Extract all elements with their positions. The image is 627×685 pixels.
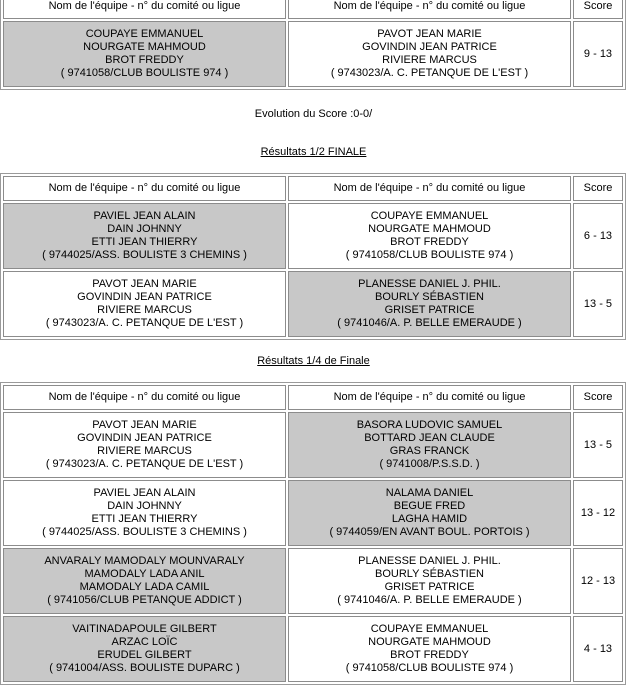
player-name: ARZAC LOÏC [111, 636, 178, 648]
player-name: RIVIERE MARCUS [97, 304, 192, 316]
header-row [3, 176, 623, 201]
header-row [3, 0, 623, 19]
player-name: NOURGATE MAHMOUD [83, 41, 206, 53]
player-name: PAVIEL JEAN ALAIN [93, 487, 196, 499]
team2-cell [288, 548, 571, 614]
player-name: GRAS FRANCK [389, 445, 470, 457]
team1-cell [3, 480, 286, 546]
quarter-final-title: Résultats 1/4 de Finale [257, 355, 370, 367]
player-name: PAVOT JEAN MARIE [92, 419, 197, 431]
match-row [3, 548, 623, 614]
score-cell: 6 - 13 [573, 203, 623, 269]
team1-cell [3, 271, 286, 337]
player-name: MAMODALY LADA ANIL [84, 568, 205, 580]
score-cell: 4 - 13 [573, 616, 623, 682]
player-name: NOURGATE MAHMOUD [368, 636, 491, 648]
club-label: ( 9744059/EN AVANT BOUL. PORTOIS ) [329, 526, 530, 538]
club-label: ( 9741008/P.S.S.D. ) [379, 458, 480, 470]
player-name: NOURGATE MAHMOUD [368, 223, 491, 235]
club-label: ( 9743023/A. C. PETANQUE DE L'EST ) [330, 67, 529, 79]
club-label: ( 9741058/CLUB BOULISTE 974 ) [60, 67, 229, 79]
club-label: ( 9743023/A. C. PETANQUE DE L'EST ) [45, 317, 244, 329]
team2-cell [288, 616, 571, 682]
player-name: PAVOT JEAN MARIE [92, 278, 197, 290]
score-cell: 13 - 5 [573, 271, 623, 337]
player-name: BROT FREDDY [390, 236, 469, 248]
player-name: BASORA LUDOVIC SAMUEL [356, 419, 503, 431]
team1-cell [3, 21, 286, 87]
club-label: ( 9741046/A. P. BELLE EMERAUDE ) [337, 594, 522, 606]
player-name: GRISET PATRICE [384, 581, 475, 593]
team1-column-header: Nom de l'équipe - n° du comité ou ligue [3, 0, 286, 19]
header-row [3, 385, 623, 410]
team1-column-header: Nom de l'équipe - n° du comité ou ligue [3, 176, 286, 201]
club-label: ( 9741056/CLUB PETANQUE ADDICT ) [47, 594, 242, 606]
team2-cell [288, 203, 571, 269]
club-label: ( 9743023/A. C. PETANQUE DE L'EST ) [45, 458, 244, 470]
score-cell: 13 - 12 [573, 480, 623, 546]
score-cell: 12 - 13 [573, 548, 623, 614]
match-row [3, 412, 623, 478]
semi-final-title: Résultats 1/2 FINALE [260, 146, 367, 158]
team1-cell [3, 203, 286, 269]
team2-cell [288, 271, 571, 337]
player-name: BROT FREDDY [390, 649, 469, 661]
score-column-header: Score [573, 385, 623, 410]
team1-column-header: Nom de l'équipe - n° du comité ou ligue [3, 385, 286, 410]
score-cell: 9 - 13 [573, 21, 623, 87]
player-name: DAIN JOHNNY [107, 500, 182, 512]
player-name: GOVINDIN JEAN PATRICE [362, 41, 497, 53]
final-results-table [0, 0, 626, 90]
player-name: PLANESSE DANIEL J. PHIL. [358, 278, 501, 290]
player-name: COUPAYE EMMANUEL [370, 623, 489, 635]
player-name: ETTI JEAN THIERRY [91, 513, 198, 525]
team2-column-header: Nom de l'équipe - n° du comité ou ligue [288, 385, 571, 410]
team2-cell [288, 21, 571, 87]
player-name: LAGHA HAMID [391, 513, 468, 525]
player-name: NALAMA DANIEL [385, 487, 474, 499]
player-name: VAITINADAPOULE GILBERT [72, 623, 217, 635]
player-name: BOURLY SÉBASTIEN [374, 568, 485, 580]
player-name: RIVIERE MARCUS [382, 54, 477, 66]
quarter-final-table [0, 382, 626, 685]
player-name: DAIN JOHNNY [107, 223, 182, 235]
player-name: COUPAYE EMMANUEL [85, 28, 204, 40]
score-evolution: Evolution du Score :0-0/ [254, 108, 373, 120]
player-name: BEGUE FRED [393, 500, 466, 512]
match-row [3, 480, 623, 546]
player-name: PAVOT JEAN MARIE [377, 28, 482, 40]
club-label: ( 9741004/ASS. BOULISTE DUPARC ) [49, 662, 240, 674]
team2-cell [288, 480, 571, 546]
team1-cell [3, 616, 286, 682]
player-name: PLANESSE DANIEL J. PHIL. [358, 555, 501, 567]
team1-cell [3, 412, 286, 478]
player-name: GOVINDIN JEAN PATRICE [77, 291, 212, 303]
semi-final-table [0, 173, 626, 340]
player-name: ANVARALY MAMODALY MOUNVARALY [44, 555, 245, 567]
player-name: BOURLY SÉBASTIEN [374, 291, 485, 303]
match-row [3, 616, 623, 682]
player-name: COUPAYE EMMANUEL [370, 210, 489, 222]
match-row [3, 271, 623, 337]
club-label: ( 9741046/A. P. BELLE EMERAUDE ) [337, 317, 522, 329]
player-name: RIVIERE MARCUS [97, 445, 192, 457]
player-name: MAMODALY LADA CAMIL [79, 581, 210, 593]
player-name: ERUDEL GILBERT [97, 649, 192, 661]
match-row [3, 21, 623, 87]
player-name: GOVINDIN JEAN PATRICE [77, 432, 212, 444]
score-column-header: Score [573, 0, 623, 19]
team2-column-header: Nom de l'équipe - n° du comité ou ligue [288, 176, 571, 201]
player-name: GRISET PATRICE [384, 304, 475, 316]
team2-cell [288, 412, 571, 478]
club-label: ( 9744025/ASS. BOULISTE 3 CHEMINS ) [42, 249, 247, 261]
player-name: BOTTARD JEAN CLAUDE [364, 432, 495, 444]
club-label: ( 9744025/ASS. BOULISTE 3 CHEMINS ) [42, 526, 247, 538]
player-name: PAVIEL JEAN ALAIN [93, 210, 196, 222]
club-label: ( 9741058/CLUB BOULISTE 974 ) [345, 249, 514, 261]
team2-column-header: Nom de l'équipe - n° du comité ou ligue [288, 0, 571, 19]
player-name: ETTI JEAN THIERRY [91, 236, 198, 248]
score-cell: 13 - 5 [573, 412, 623, 478]
score-column-header: Score [573, 176, 623, 201]
match-row [3, 203, 623, 269]
club-label: ( 9741058/CLUB BOULISTE 974 ) [345, 662, 514, 674]
player-name: BROT FREDDY [105, 54, 184, 66]
team1-cell [3, 548, 286, 614]
